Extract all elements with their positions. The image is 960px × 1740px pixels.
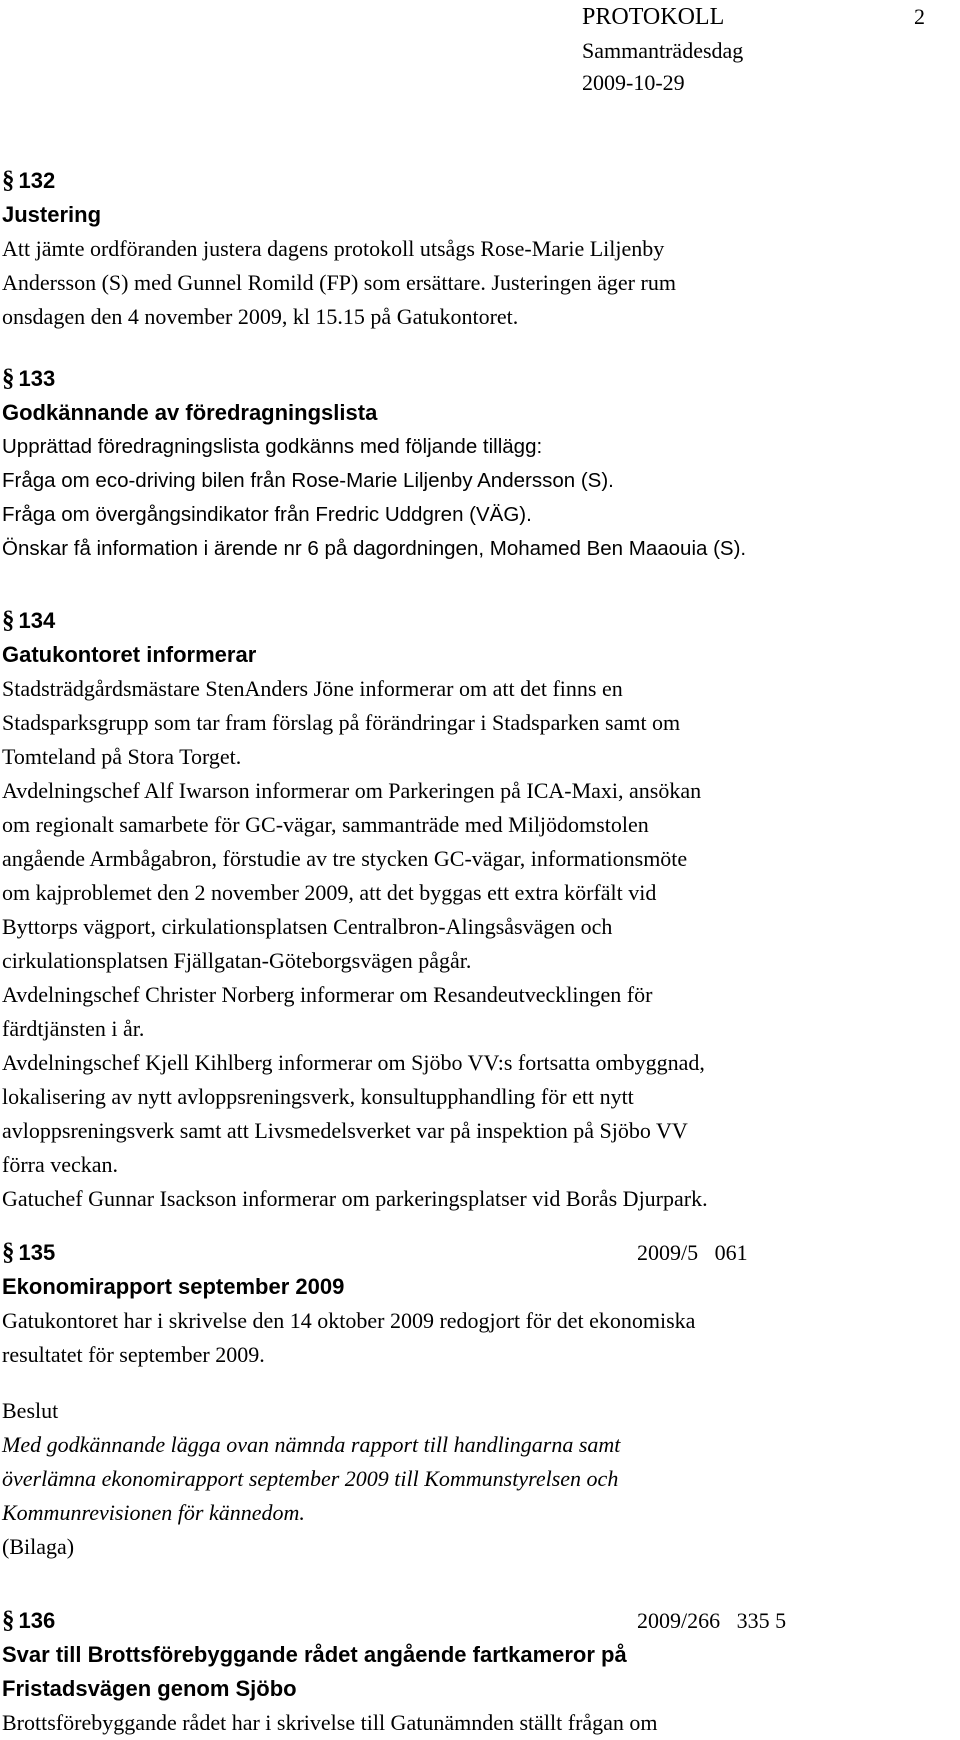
section-body-line: Brottsförebyggande rådet har i skrivelse till Gatunämnden ställt frågan om bbox=[2, 1710, 658, 1735]
section-number: 132 bbox=[18, 168, 56, 193]
section-title: Ekonomirapport september 2009 bbox=[2, 1274, 345, 1299]
section-body-line: angående Armbågabron, förstudie av tre stycken GC-vägar, informationsmöte bbox=[2, 846, 688, 871]
paragraph-sign: § bbox=[2, 167, 15, 194]
section-body-line: Avdelningschef Alf Iwarson informerar om Parkeringen på ICA-Maxi, ansökan bbox=[2, 778, 702, 803]
spacer bbox=[2, 1372, 695, 1394]
paragraph-sign: § bbox=[2, 365, 15, 392]
diary-number: 2009/266 335 5 bbox=[637, 1608, 787, 1633]
section-body-line: Stadsträdgårdsmästare StenAnders Jöne informerar om att det finns en bbox=[2, 676, 623, 701]
section-body-line: Önskar få information i ärende nr 6 på dagordningen, Mohamed Ben Maaouia (S). bbox=[2, 537, 747, 560]
section-title: Gatukontoret informerar bbox=[2, 642, 257, 667]
paragraph-sign: § bbox=[2, 1239, 15, 1266]
section-body-line: Byttorps vägport, cirkulationsplatsen Centralbron-Alingsåsvägen och bbox=[2, 914, 613, 939]
section-body-line: resultatet för september 2009. bbox=[2, 1342, 265, 1367]
section-title: Justering bbox=[2, 202, 102, 227]
section-body-line: Tomteland på Stora Torget. bbox=[2, 744, 242, 769]
section-132 bbox=[2, 164, 676, 334]
section-body-line: Stadsparksgrupp som tar fram förslag på förändringar i Stadsparken samt om bbox=[2, 710, 681, 735]
section-body-line: Gatukontoret har i skrivelse den 14 oktober 2009 redogjort för det ekonomiska bbox=[2, 1308, 696, 1333]
paragraph-sign: § bbox=[2, 607, 15, 634]
decision-line: överlämna ekonomirapport september 2009 till Kommunstyrelsen och bbox=[2, 1466, 619, 1491]
section-body-line: om regionalt samarbete för GC-vägar, sammanträde med Miljödomstolen bbox=[2, 812, 649, 837]
section-133 bbox=[2, 362, 746, 566]
diary-number: 2009/5 061 bbox=[637, 1240, 748, 1265]
section-body-line: om kajproblemet den 2 november 2009, att det byggas ett extra körfält vid bbox=[2, 880, 657, 905]
section-title: Fristadsvägen genom Sjöbo bbox=[2, 1676, 297, 1701]
section-body-line: cirkulationsplatsen Fjällgatan-Göteborgsvägen pågår. bbox=[2, 948, 472, 973]
attachment-note: (Bilaga) bbox=[2, 1534, 75, 1559]
section-number: 133 bbox=[18, 366, 56, 391]
section-135 bbox=[2, 1236, 695, 1564]
section-body-line: Gatuchef Gunnar Isackson informerar om parkeringsplatser vid Borås Djurpark. bbox=[2, 1186, 708, 1211]
decision-line: Kommunrevisionen för kännedom. bbox=[2, 1500, 305, 1525]
section-body-line: Att jämte ordföranden justera dagens protokoll utsågs Rose-Marie Liljenby bbox=[2, 236, 665, 261]
section-number: 134 bbox=[18, 608, 56, 633]
meeting-date: 2009-10-29 bbox=[582, 70, 685, 95]
decision-line: Med godkännande lägga ovan nämnda rapport till handlingarna samt bbox=[2, 1432, 621, 1457]
section-body-line: Andersson (S) med Gunnel Romild (FP) som ersättare. Justeringen äger rum bbox=[2, 270, 676, 295]
section-title: Godkännande av föredragningslista bbox=[2, 400, 378, 425]
section-body-line: lokalisering av nytt avloppsreningsverk, konsultupphandling för ett nytt bbox=[2, 1084, 634, 1109]
section-body-line: Fråga om övergångsindikator från Fredric Uddgren (VÄG). bbox=[2, 503, 532, 526]
section-body-line: förra veckan. bbox=[2, 1152, 119, 1177]
section-title: Svar till Brottsförebyggande rådet angående fartkameror på bbox=[2, 1642, 627, 1667]
section-number: 136 bbox=[18, 1608, 56, 1633]
section-134 bbox=[2, 604, 708, 1216]
section-body-line: Avdelningschef Christer Norberg informerar om Resandeutvecklingen för bbox=[2, 982, 653, 1007]
page-number: 2 bbox=[914, 4, 925, 29]
meeting-name: Sammanträdesdag bbox=[582, 38, 744, 63]
document-type: PROTOKOLL bbox=[582, 4, 725, 30]
section-body-line: avloppsreningsverk samt att Livsmedelsverket var på inspektion på Sjöbo VV bbox=[2, 1118, 688, 1143]
section-body-line: Fråga om eco-driving bilen från Rose-Marie Liljenby Andersson (S). bbox=[2, 469, 614, 492]
section-body-line: Avdelningschef Kjell Kihlberg informerar om Sjöbo VV:s fortsatta ombyggnad, bbox=[2, 1050, 705, 1075]
section-body-line: färdtjänsten i år. bbox=[2, 1016, 145, 1041]
section-body-line: Upprättad föredragningslista godkänns med följande tillägg: bbox=[2, 435, 543, 458]
paragraph-sign: § bbox=[2, 1607, 15, 1634]
section-number: 135 bbox=[18, 1240, 56, 1265]
section-body-line: onsdagen den 4 november 2009, kl 15.15 på Gatukontoret. bbox=[2, 304, 519, 329]
decision-heading: Beslut bbox=[2, 1398, 59, 1423]
section-136 bbox=[2, 1604, 658, 1740]
